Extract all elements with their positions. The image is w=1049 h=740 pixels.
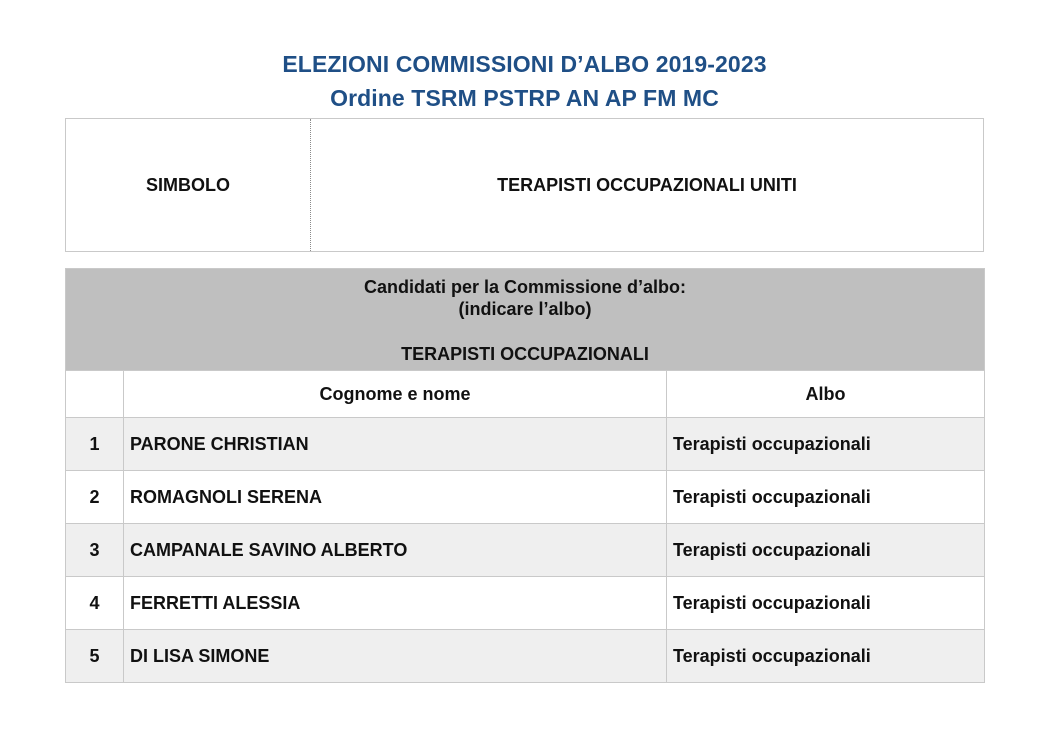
candidate-name: PARONE CHRISTIAN [124,418,667,470]
row-number: 4 [66,577,124,629]
candidate-albo: Terapisti occupazionali [673,486,871,507]
document-title: ELEZIONI COMMISSIONI D’ALBO 2019-2023 [282,51,767,77]
candidate-name: DI LISA SIMONE [124,630,667,682]
candidate-albo: Terapisti occupazionali [673,592,871,613]
candidate-albo: Terapisti occupazionali [673,645,871,666]
candidate-name: FERRETTI ALESSIA [124,577,667,629]
row-number: 2 [66,471,124,523]
symbol-box [65,118,984,252]
candidate-name: ROMAGNOLI SERENA [124,471,667,523]
symbol-label: SIMBOLO [66,119,311,251]
row-number: 5 [66,630,124,682]
document-subtitle: Ordine TSRM PSTRP AN AP FM MC [330,85,719,111]
candidate-name: CAMPANALE SAVINO ALBERTO [124,524,667,576]
column-header-name: Cognome e nome [124,371,667,417]
table-header-row [66,370,984,417]
row-number: 3 [66,524,124,576]
candidates-table [65,268,985,683]
table-row [66,576,984,629]
table-row [66,523,984,576]
candidate-albo: Terapisti occupazionali [673,539,871,560]
table-row [66,417,984,470]
candidates-header-albo: TERAPISTI OCCUPAZIONALI [401,344,649,364]
list-name: TERAPISTI OCCUPAZIONALI UNITI [497,174,797,195]
table-row [66,629,984,682]
column-header-albo: Albo [805,383,846,404]
candidates-header [66,269,984,370]
column-header-number [66,371,124,417]
row-number: 1 [66,418,124,470]
candidate-albo: Terapisti occupazionali [673,433,871,454]
candidates-header-title: Candidati per la Commissione d’albo: [363,277,687,297]
candidates-header-note: (indicare l’albo) [458,299,592,319]
table-row [66,470,984,523]
